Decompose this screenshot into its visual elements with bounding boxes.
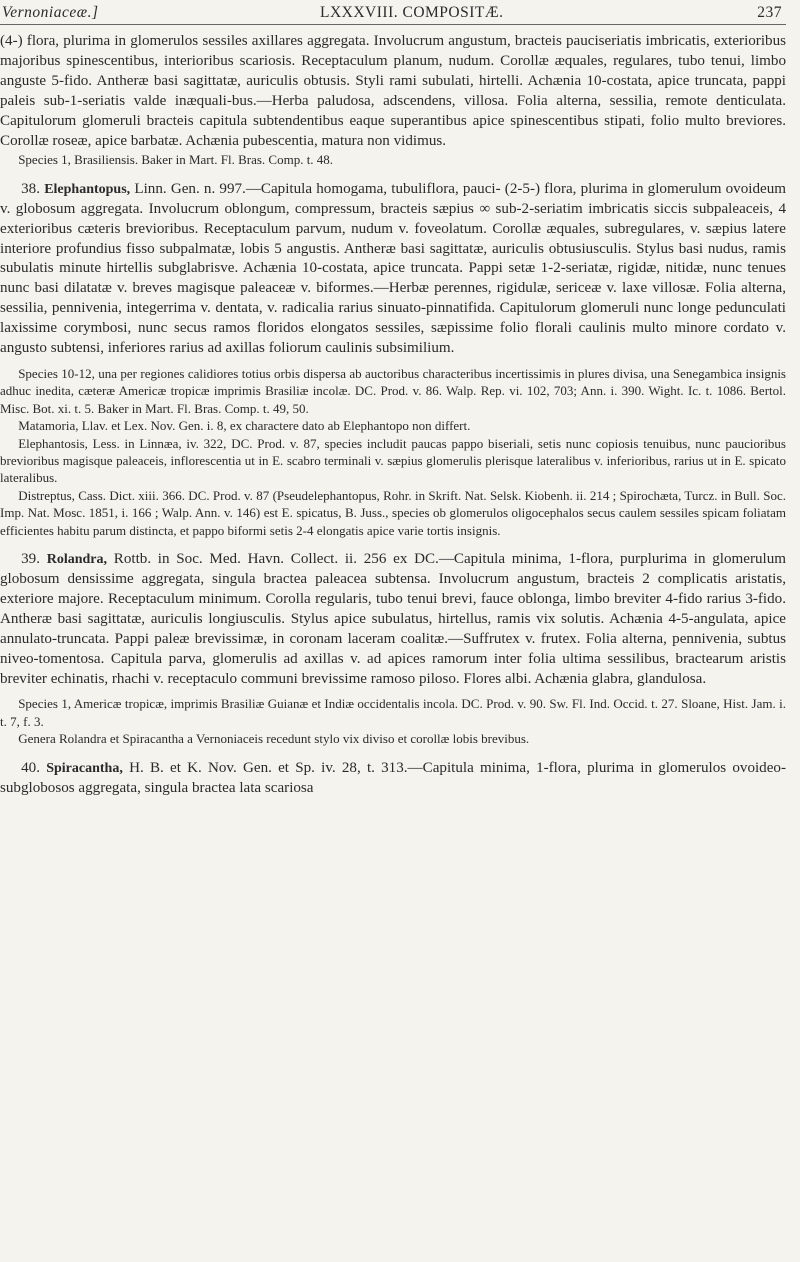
synonym-note: Matamoria, Llav. et Lex. Nov. Gen. i. 8, ex charactere dato ab Elephantopo non differt. bbox=[18, 418, 471, 434]
header-rule bbox=[0, 24, 786, 25]
genus-entry-rolandra bbox=[0, 550, 786, 689]
spacer bbox=[0, 539, 786, 550]
header-chapter-title: LXXXVIII. COMPOSITÆ. bbox=[320, 4, 504, 21]
genus-description: H. B. et K. Nov. Gen. et Sp. iv. 28, t. 313.—Capitula minima, 1-flora, plurima in glomerulos ovoideo-subglobosos aggregata, singula bractea lata scariosa bbox=[0, 759, 786, 796]
synonym-note: Distreptus, Cass. Dict. xiii. 366. DC. Prod. v. 87 (Pseudelephantopus, Rohr. in Skrift. Nat. Selsk. Kiobenh. ii. 214 ; Spirochæta, Turcz. in Bull. Soc. Imp. Nat. Mosc. 1851, i. 166 ; Walp. Ann. v. 146) est E. spicatus, B. Juss., species ob glomerulos oligocephalos secus caulem sessiles spicam foliatam efficientes habitu parum distincta, et pappo biformi setis 2-4 elongatis apice varie tortis insignis. bbox=[0, 487, 786, 538]
genus-name: Elephantopus, bbox=[44, 181, 131, 197]
species-note: Species 1, Americæ tropicæ, imprimis Brasiliæ Guianæ et Indiæ occidentalis incola. DC. Prod. v. 90. Sw. Fl. Ind. Occid. t. 27. Sloane, Hist. Jam. i. t. 7, f. 3. bbox=[0, 696, 786, 729]
species-note: Species 1, Brasiliensis. Baker in Mart. Fl. Bras. Comp. t. 48. bbox=[18, 152, 334, 168]
genus-name: Rolandra, bbox=[46, 552, 108, 568]
genus-description: Linn. Gen. n. 997.—Capitula homogama, tubuliflora, pauci- (2-5-) flora, plurima in glomerulum ovoideum v. globosum aggregata. Involucrum oblongum, compressum, bracteis sæpius ∞ sub-2-seriatim imbricatis siccis subpaleaceis, 4 exterioribus cæteris brevioribus. Receptaculum parvum, nudum v. foveolatum. Corollæ æquales, subregulares, v. sæpius latere interiore profundius fisso subpalmatæ, lobis 5 angustis. Antheræ basi sagittatæ, auriculis obtusiusculis. Stylus basi nudus, ramis subulatis minute hirtellis subglabrisve. Achænia 10-costata, apice truncata. Pappi setæ 1-2-seriatæ, rigidæ, nitidæ, nunc tenues nunc basi dilatatæ v. breves magisque paleaceæ v. biformes.—Herbæ perennes, rigidulæ, sericeæ v. laxe villosæ. Folia alterna, sessilia, pennivenia, integerrima v. dentata, v. radicalia rarius sinuato-pinnatifida. Capitulorum glomeruli nunc longe pedunculati laxissime corymbosi, nunc secus ramos floridos elongatos sessiles, sæpissime folio florali caulinis multo minore cordato v. angusto subtensi, inferiores rarius ad axillas foliorum caulinis subsimilium. bbox=[0, 180, 786, 357]
page-body bbox=[0, 32, 786, 798]
paragraph-continuation: (4-) flora, plurima in glomerulos sessiles axillares aggregata. Involucrum angustum, bracteis pauciseriatis imbricatis, exterioribus majoribus spinescentibus, interioribus scariosis. Receptaculum planum, nudum. Corollæ æquales, regulares, tubo tenui, limbo anguste 5-fido. Antheræ basi sagittatæ, auriculis obtusis. Styli rami subulati, hirtelli. Achænia 10-costata, apice truncata, pappi paleis sub-1-seriatis valde inæquali-bus.—Herba paludosa, adscendens, villosa. Folia alterna, sessilia, remote denticulata. Capitulorum glomeruli bracteis capitula subtendentibus eaque superantibus apice spinescentibus stipati, folio multo breviores. Corollæ roseæ, apice barbatæ. Achænia pubescentia, matura non vidimus. bbox=[0, 33, 786, 149]
genus-entry-elephantopus bbox=[0, 180, 786, 359]
genus-name: Spiracantha, bbox=[46, 760, 123, 776]
genus-number: 40. bbox=[21, 759, 40, 776]
genus-number: 39. bbox=[21, 551, 40, 568]
header-section-title: Vernoniaceæ.] bbox=[2, 4, 99, 21]
spacer bbox=[0, 748, 786, 759]
species-note: Species 10-12, una per regiones calidiores totius orbis dispersa ab auctoribus characteribus incertissimis in plures divisa, una Senegambica insignis adhuc inedita, cæteræ Americæ tropicæ imprimis Brasiliæ incolæ. DC. Prod. v. 86. Walp. Rep. vi. 102, 703; Ann. i. 390. Wight. Ic. t. 1086. Bertol. Misc. Bot. xi. t. 5. Baker in Mart. Fl. Bras. Comp. t. 49, 50. bbox=[0, 366, 786, 416]
running-header bbox=[0, 0, 786, 32]
genus-description: Rottb. in Soc. Med. Havn. Collect. ii. 256 ex DC.—Capitula minima, 1-flora, purplurima in glomerulum globosum densissime aggregata, singula bractea paleacea subtensa. Involucrum angustum, bracteis 2 complicatis aristatis, exteriore majore. Receptaculum minimum. Corolla regularis, tubo tenui brevi, fauce oblonga, limbo breviter 4-fido rarius 3-fido. Antheræ basi sagittatæ, auriculis longiusculis. Stylus apice subulatus, hirtellus, ramis vix solutis. Achænia 4-5-angulata, apice annulato-truncata. Pappi paleæ brevissimæ, in coronam laceram coalitæ.—Suffrutex v. frutex. Folia alterna, pennivenia, subtus niveo-tomentosa. Capitula parva, glomerulis ad axillas v. ad apices ramorum inter folia ultima sessilibus, bractearum aristis breviter echinatis, rhachi v. receptaculo communi brevissime ramoso piloso. Flores albi. Achænia glabra, glandulosa. bbox=[0, 551, 786, 687]
genus-entry-spiracantha bbox=[0, 759, 786, 799]
page-number: 237 bbox=[757, 4, 782, 21]
genera-note: Genera Rolandra et Spiracantha a Vernoniaceis recedunt stylo vix diviso et corollæ lobis brevibus. bbox=[18, 731, 530, 747]
synonym-note: Elephantosis, Less. in Linnæa, iv. 322, DC. Prod. v. 87, species includit paucas pappo biseriali, setis nunc copiosis tenuibus, nunc paucioribus brevioribus magisque paleaceis, inflorescentia ut in E. scabro terminali v. sæpius glomerulis plerisque lateralibus v. inferioribus, rarius ut in E. spicato lateralibus. bbox=[0, 435, 786, 486]
spacer bbox=[0, 169, 786, 180]
genus-number: 38. bbox=[21, 180, 40, 197]
